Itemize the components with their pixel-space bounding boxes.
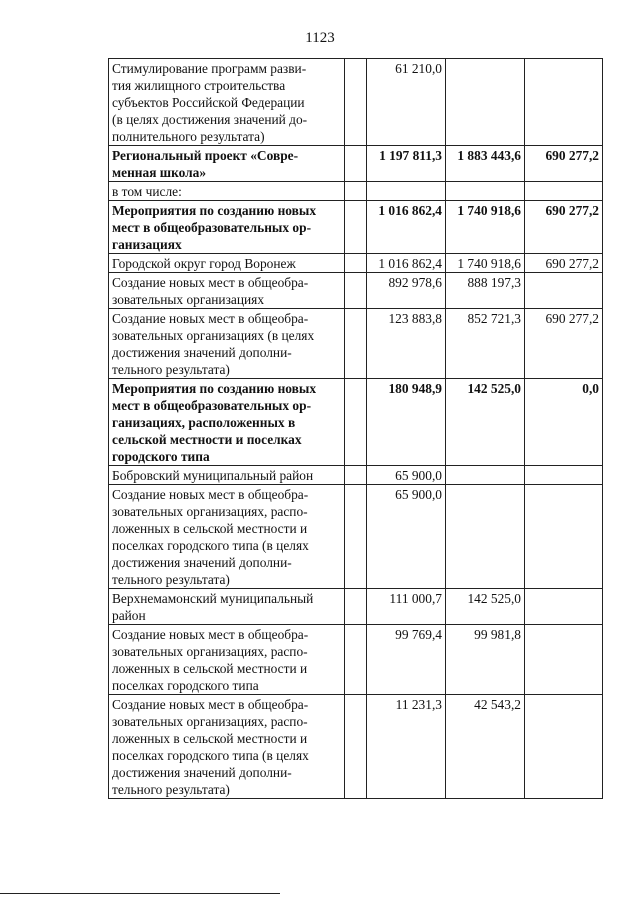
value-cell-v1: 1 197 811,3 <box>367 146 446 182</box>
value-cell-v2: 852 721,3 <box>446 309 525 379</box>
value-cell-v1 <box>367 182 446 201</box>
row-name-line: (в целях достижения значений до- <box>112 112 308 127</box>
value-cell-v3 <box>525 182 603 201</box>
row-name-line: субъектов Российской Федерации <box>112 95 305 110</box>
spacer-cell <box>345 379 367 466</box>
spacer-cell <box>345 254 367 273</box>
row-name-line: поселках городского типа (в целях <box>112 538 309 553</box>
row-name-line: достижения значений дополни- <box>112 555 292 570</box>
row-name-line: тельного результата) <box>112 782 230 797</box>
value-cell-v3 <box>525 695 603 799</box>
row-name-line: полнительного результата) <box>112 129 265 144</box>
table-row <box>109 379 603 466</box>
spacer-cell <box>345 485 367 589</box>
value-cell-v2: 42 543,2 <box>446 695 525 799</box>
value-cell-v2: 1 740 918,6 <box>446 201 525 254</box>
spacer-cell <box>345 466 367 485</box>
row-name-line: Стимулирование программ разви- <box>112 61 307 76</box>
row-name-line: Создание новых мест в общеобра- <box>112 311 309 326</box>
value-cell-v2 <box>446 466 525 485</box>
row-name-line: мест в общеобразовательных ор- <box>112 398 312 413</box>
spacer-cell <box>345 695 367 799</box>
table-row <box>109 625 603 695</box>
row-name-cell <box>109 625 345 695</box>
value-cell-v3 <box>525 625 603 695</box>
row-name-cell <box>109 273 345 309</box>
row-name-line: достижения значений дополни- <box>112 345 292 360</box>
value-cell-v3: 690 277,2 <box>525 146 603 182</box>
value-cell-v3 <box>525 59 603 146</box>
row-name-cell <box>109 59 345 146</box>
table-row <box>109 589 603 625</box>
spacer-cell <box>345 273 367 309</box>
table-row <box>109 201 603 254</box>
value-cell-v1: 111 000,7 <box>367 589 446 625</box>
table-row <box>109 485 603 589</box>
row-name-line: тия жилищного строительства <box>112 78 286 93</box>
page-number: 1123 <box>305 30 335 46</box>
budget-table <box>108 58 603 799</box>
value-cell-v3: 690 277,2 <box>525 254 603 273</box>
row-name-line: зовательных организациях, распо- <box>112 644 308 659</box>
row-name-cell <box>109 201 345 254</box>
spacer-cell <box>345 589 367 625</box>
table-row <box>109 146 603 182</box>
row-name-cell <box>109 254 345 273</box>
row-name-line: ложенных в сельской местности и <box>112 521 308 536</box>
value-cell-v2 <box>446 182 525 201</box>
value-cell-v3: 690 277,2 <box>525 309 603 379</box>
value-cell-v2: 142 525,0 <box>446 589 525 625</box>
value-cell-v3 <box>525 589 603 625</box>
value-cell-v1: 65 900,0 <box>367 466 446 485</box>
budget-table-body <box>109 59 603 799</box>
value-cell-v1: 1 016 862,4 <box>367 201 446 254</box>
table-row <box>109 59 603 146</box>
value-cell-v3: 0,0 <box>525 379 603 466</box>
spacer-cell <box>345 182 367 201</box>
row-name-line: городского типа <box>112 449 210 464</box>
row-name-line: Создание новых мест в общеобра- <box>112 697 309 712</box>
value-cell-v2: 1 883 443,6 <box>446 146 525 182</box>
value-cell-v3 <box>525 485 603 589</box>
value-cell-v2: 99 981,8 <box>446 625 525 695</box>
value-cell-v1: 99 769,4 <box>367 625 446 695</box>
row-name-line: достижения значений дополни- <box>112 765 292 780</box>
row-name-line: Создание новых мест в общеобра- <box>112 275 309 290</box>
row-name-line: мест в общеобразовательных ор- <box>112 220 312 235</box>
row-name-line: тельного результата) <box>112 572 230 587</box>
spacer-cell <box>345 201 367 254</box>
value-cell-v3 <box>525 273 603 309</box>
row-name-line: ганизациях, расположенных в <box>112 415 296 430</box>
row-name-line: тельного результата) <box>112 362 230 377</box>
row-name-cell <box>109 589 345 625</box>
row-name-line: поселках городского типа <box>112 678 259 693</box>
row-name-line: Создание новых мест в общеобра- <box>112 627 309 642</box>
row-name-line: ложенных в сельской местности и <box>112 731 308 746</box>
row-name-line: зовательных организациях, распо- <box>112 504 308 519</box>
row-name-cell <box>109 379 345 466</box>
value-cell-v1: 61 210,0 <box>367 59 446 146</box>
table-row <box>109 254 603 273</box>
spacer-cell <box>345 625 367 695</box>
row-name-line: менная школа» <box>112 165 207 180</box>
value-cell-v2 <box>446 59 525 146</box>
value-cell-v1: 123 883,8 <box>367 309 446 379</box>
row-name-line: Верхнемамонский муниципальный <box>112 591 314 606</box>
value-cell-v1: 892 978,6 <box>367 273 446 309</box>
value-cell-v3 <box>525 466 603 485</box>
value-cell-v2: 1 740 918,6 <box>446 254 525 273</box>
row-name-line: Бобровский муниципальный район <box>112 468 314 483</box>
row-name-line: ложенных в сельской местности и <box>112 661 308 676</box>
row-name-cell <box>109 182 345 201</box>
row-name-line: ганизациях <box>112 237 182 252</box>
row-name-cell <box>109 695 345 799</box>
value-cell-v1: 11 231,3 <box>367 695 446 799</box>
row-name-line: Создание новых мест в общеобра- <box>112 487 309 502</box>
value-cell-v2 <box>446 485 525 589</box>
row-name-line: Мероприятия по созданию новых <box>112 381 317 396</box>
row-name-line: район <box>112 608 146 623</box>
value-cell-v1: 65 900,0 <box>367 485 446 589</box>
value-cell-v2: 888 197,3 <box>446 273 525 309</box>
row-name-line: сельской местности и поселках <box>112 432 302 447</box>
spacer-cell <box>345 146 367 182</box>
table-row <box>109 466 603 485</box>
row-name-line: зовательных организациях, распо- <box>112 714 308 729</box>
value-cell-v2: 142 525,0 <box>446 379 525 466</box>
row-name-line: в том числе: <box>112 184 182 199</box>
footnote-rule <box>0 893 280 894</box>
row-name-line: поселках городского типа (в целях <box>112 748 309 763</box>
row-name-line: зовательных организациях (в целях <box>112 328 315 343</box>
value-cell-v3: 690 277,2 <box>525 201 603 254</box>
row-name-line: зовательных организациях <box>112 292 265 307</box>
table-row <box>109 309 603 379</box>
row-name-line: Городской округ город Воронеж <box>112 256 296 271</box>
table-row <box>109 182 603 201</box>
row-name-line: Региональный проект «Совре- <box>112 148 299 163</box>
row-name-cell <box>109 466 345 485</box>
value-cell-v1: 180 948,9 <box>367 379 446 466</box>
row-name-cell <box>109 309 345 379</box>
table-row <box>109 695 603 799</box>
row-name-cell <box>109 146 345 182</box>
value-cell-v1: 1 016 862,4 <box>367 254 446 273</box>
spacer-cell <box>345 59 367 146</box>
row-name-line: Мероприятия по созданию новых <box>112 203 317 218</box>
spacer-cell <box>345 309 367 379</box>
table-row <box>109 273 603 309</box>
row-name-cell <box>109 485 345 589</box>
